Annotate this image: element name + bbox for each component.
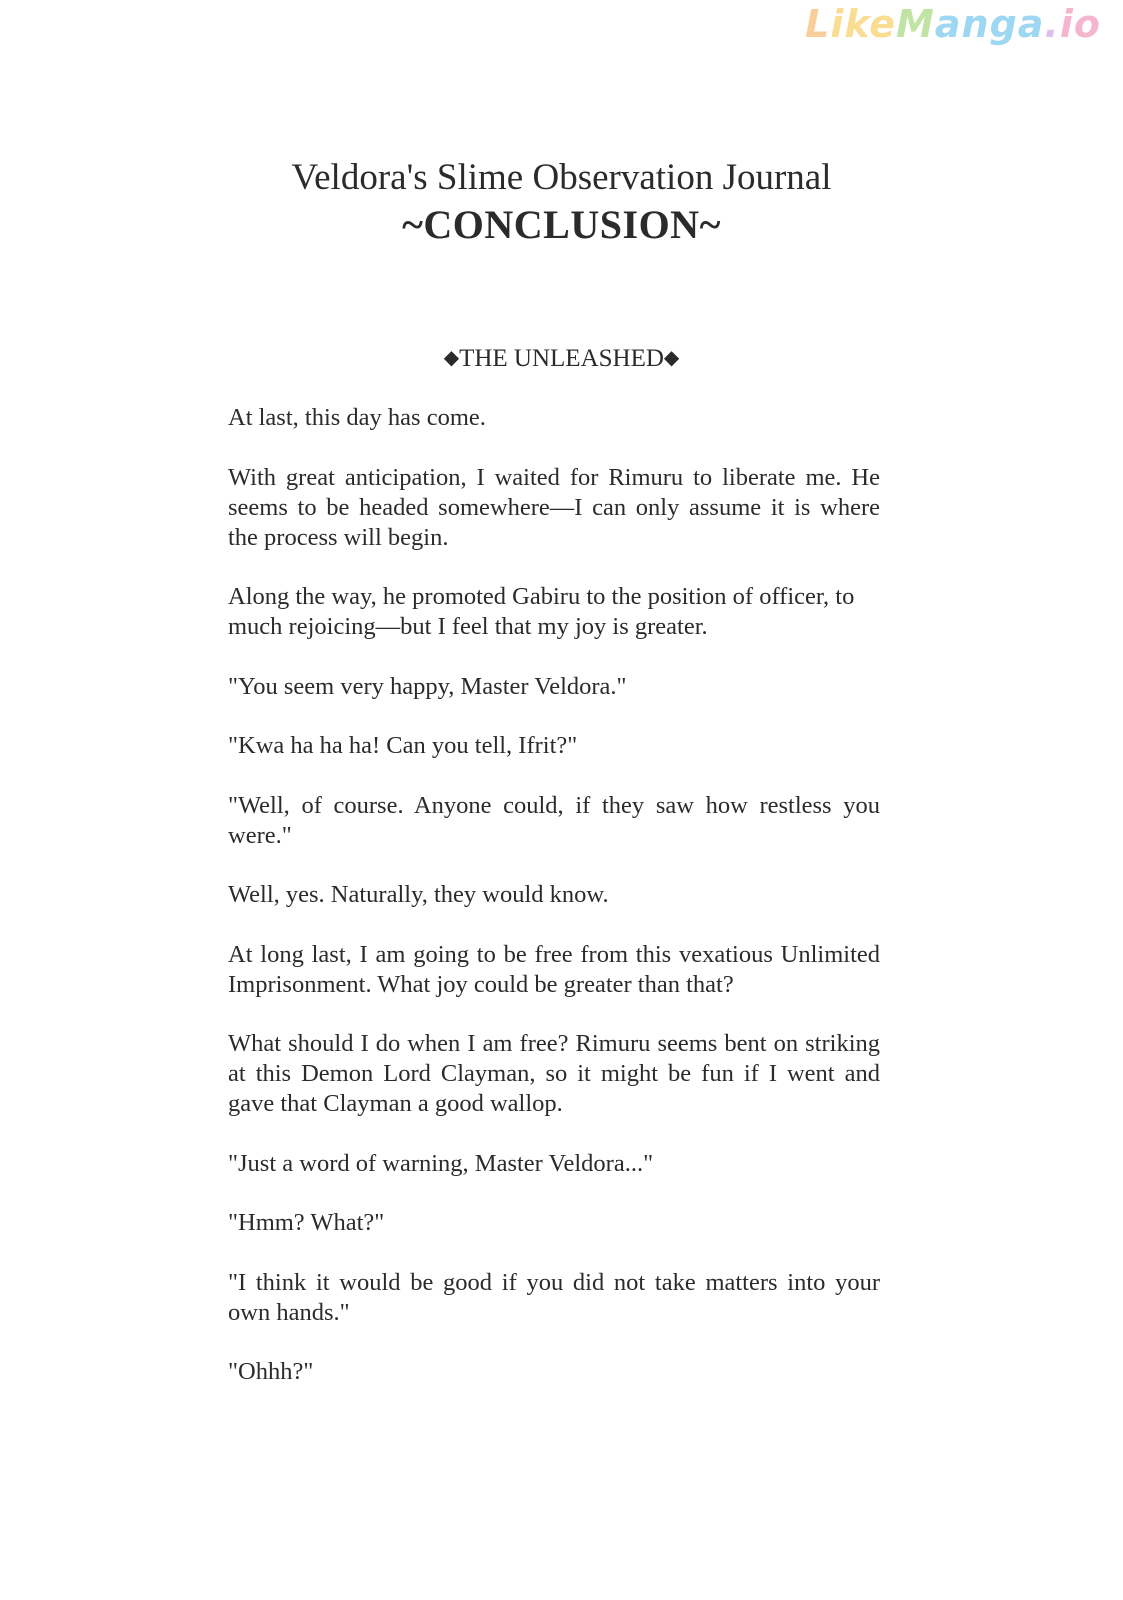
paragraph: "Kwa ha ha ha! Can you tell, Ifrit?" bbox=[228, 732, 578, 759]
paragraph: "Ohhh?" bbox=[228, 1358, 314, 1385]
section-heading-text: THE UNLEASHED bbox=[459, 345, 664, 372]
body-text bbox=[228, 403, 880, 1417]
site-watermark-logo bbox=[805, 2, 1101, 46]
chapter-subtitle: ~CONCLUSION~ bbox=[402, 202, 721, 247]
paragraph: At last, this day has come. bbox=[228, 404, 486, 431]
paragraph: Well, yes. Naturally, they would know. bbox=[228, 881, 609, 908]
section-heading bbox=[0, 342, 1123, 375]
watermark-part: L bbox=[805, 2, 831, 46]
paragraph: At long last, I am going to be free from this vexatious Unlimited Imprisonment. What joy could be greater than that? bbox=[228, 940, 880, 998]
watermark-part: M bbox=[896, 2, 935, 46]
diamond-ornament-icon: ◆ bbox=[663, 347, 680, 369]
paragraph: Along the way, he promoted Gabiru to the position of officer, to much rejoicing—but I feel that my joy is greater. bbox=[228, 583, 855, 640]
paragraph: "I think it would be good if you did not take matters into your own hands." bbox=[228, 1268, 880, 1326]
paragraph: "You seem very happy, Master Veldora." bbox=[228, 672, 627, 700]
chapter-title-block bbox=[0, 155, 1123, 249]
diamond-ornament-icon: ◆ bbox=[443, 347, 460, 369]
paragraph: What should I do when I am free? Rimuru seems bent on striking at this Demon Lord Clayman, so it might be fun if I went and gave that Clayman a good wallop. bbox=[228, 1030, 880, 1117]
watermark-part: . bbox=[1044, 2, 1060, 46]
paragraph: With great anticipation, I waited for Rimuru to liberate me. He seems to be headed somewhere—I can only assume it is where the process will begin. bbox=[228, 463, 880, 551]
chapter-title: Veldora's Slime Observation Journal bbox=[291, 157, 832, 198]
watermark-part: ike bbox=[830, 2, 897, 46]
paragraph: "Hmm? What?" bbox=[228, 1209, 385, 1236]
watermark-part: anga bbox=[934, 2, 1045, 46]
watermark-part: io bbox=[1059, 2, 1101, 46]
paragraph: "Just a word of warning, Master Veldora..." bbox=[228, 1149, 654, 1177]
paragraph: "Well, of course. Anyone could, if they saw how restless you were." bbox=[228, 791, 880, 849]
